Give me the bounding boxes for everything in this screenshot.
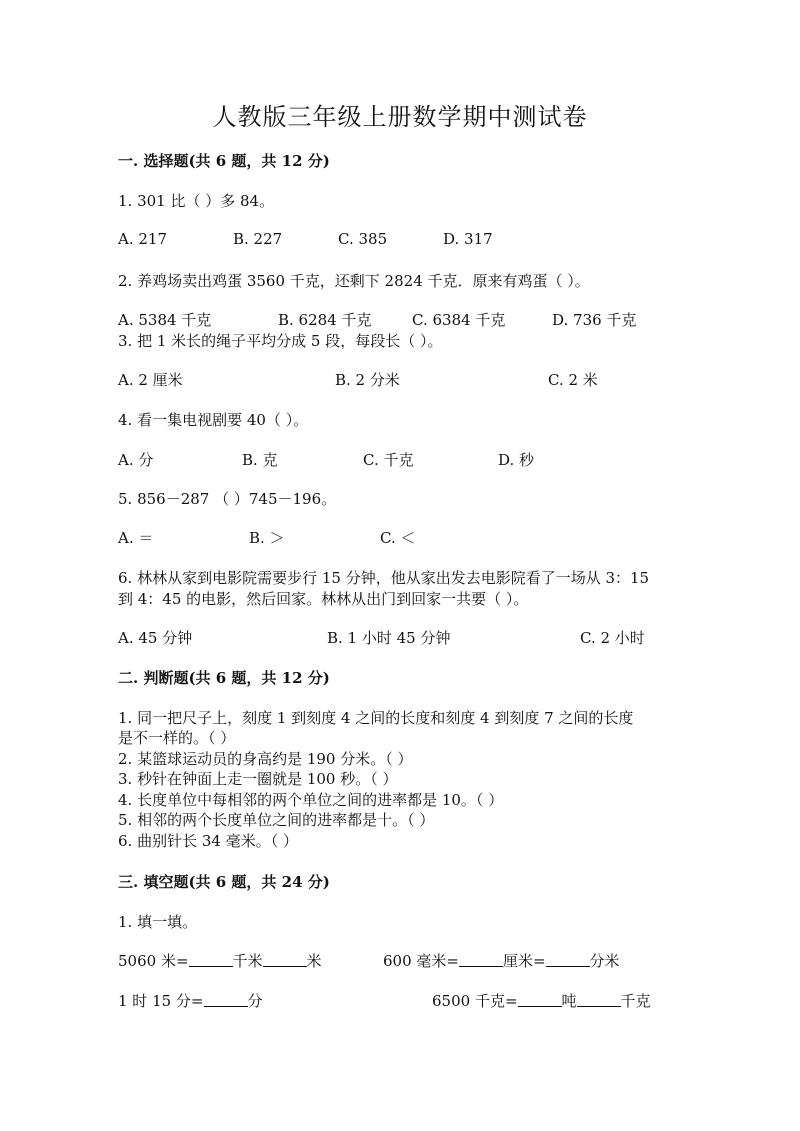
page-title: 人教版三年级上册数学期中测试卷: [212, 103, 588, 131]
judgment-item-1: 1. 同一把尺子上，刻度 1 到刻度 4 之间的长度和刻度 4 到刻度 7 之间的长度: [118, 709, 634, 727]
blank: [459, 965, 503, 967]
question-5: 5. 856－287 （ ）745－196。: [118, 490, 337, 508]
q2-option-b: B. 6284 千克: [278, 311, 372, 329]
judgment-item-1-cont: 是不一样的。（ ）: [118, 729, 236, 747]
section-heading-fill: 三. 填空题(共 6 题，共 24 分): [118, 873, 330, 891]
blank: [518, 1005, 562, 1007]
blank: [263, 965, 307, 967]
judgment-item-5: 5. 相邻的两个长度单位之间的进率都是十。（ ）: [118, 811, 435, 829]
q2-option-c: C. 6384 千克: [412, 311, 506, 329]
q4-option-a: A. 分: [118, 451, 154, 469]
fill-row-d: 6500 千克= 吨 千克: [432, 992, 651, 1010]
q5-option-c: C. ＜: [380, 529, 416, 547]
q1-option-b: B. 227: [233, 230, 283, 248]
question-3: 3. 把 1 米长的绳子平均分成 5 段，每段长（ ）。: [118, 332, 443, 350]
judgment-item-4: 4. 长度单位中每相邻的两个单位之间的进率都是 10。（ ）: [118, 791, 504, 809]
q4-option-c: C. 千克: [363, 451, 414, 469]
question-1: 1. 301 比（ ）多 84。: [118, 192, 275, 210]
blank: [189, 965, 233, 967]
q5-option-b: B. ＞: [249, 529, 285, 547]
judgment-item-3: 3. 秒针在钟面上走一圈就是 100 秒。（ ）: [118, 770, 398, 788]
q2-option-d: D. 736 千克: [552, 311, 637, 329]
judgment-item-6: 6. 曲别针长 34 毫米。（ ）: [118, 832, 298, 850]
blank: [204, 1005, 248, 1007]
q6-option-c: C. 2 小时: [580, 629, 645, 647]
fill-row-a: 5060 米= 千米 米: [118, 952, 322, 970]
q4-option-b: B. 克: [242, 451, 278, 469]
question-2: 2. 养鸡场卖出鸡蛋 3560 千克，还剩下 2824 千克．原来有鸡蛋（ ）。: [118, 272, 590, 290]
fill-question-1: 1. 填一填。: [118, 913, 198, 931]
q3-option-b: B. 2 分米: [335, 371, 400, 389]
q3-option-c: C. 2 米: [548, 371, 598, 389]
question-4: 4. 看一集电视剧要 40（ ）。: [118, 411, 309, 429]
blank: [546, 965, 590, 967]
q1-option-c: C. 385: [338, 230, 388, 248]
q4-option-d: D. 秒: [498, 451, 535, 469]
fill-row-c: 1 时 15 分= 分: [118, 992, 263, 1010]
q5-option-a: A. ＝: [118, 529, 154, 547]
blank: [577, 1005, 621, 1007]
q1-option-d: D. 317: [443, 230, 493, 248]
q6-option-b: B. 1 小时 45 分钟: [327, 629, 451, 647]
fill-row-b: 600 毫米= 厘米= 分米: [383, 952, 620, 970]
q1-option-a: A. 217: [118, 230, 167, 248]
q2-option-a: A. 5384 千克: [118, 311, 212, 329]
section-heading-judgment: 二. 判断题(共 6 题，共 12 分): [118, 669, 330, 687]
judgment-item-2: 2. 某篮球运动员的身高约是 190 分米。（ ）: [118, 750, 413, 768]
question-6-line1: 6. 林林从家到电影院需要步行 15 分钟，他从家出发去电影院看了一场从 3：15: [118, 569, 650, 587]
q3-option-a: A. 2 厘米: [118, 371, 183, 389]
q6-option-a: A. 45 分钟: [118, 629, 193, 647]
question-6-line2: 到 4：45 的电影，然后回家。林林从出门到回家一共要（ ）。: [118, 590, 529, 608]
section-heading-choice: 一. 选择题(共 6 题，共 12 分): [118, 152, 330, 170]
